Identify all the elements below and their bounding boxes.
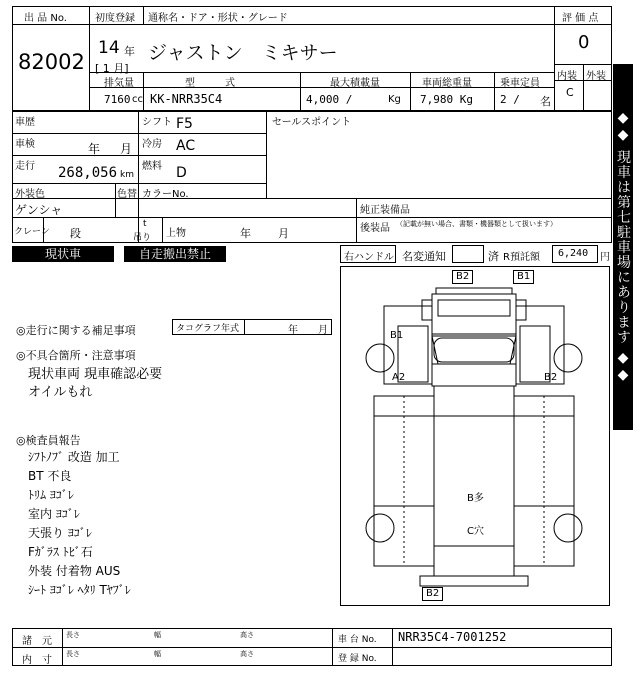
sales-points-label: セールスポイント: [272, 117, 352, 128]
retrofit-label: 後装品: [360, 223, 390, 234]
damage-mark: B1: [390, 330, 404, 341]
crane-label: クレーン: [14, 227, 50, 237]
length-label: 長さ: [66, 650, 80, 658]
gvw-value: 7,980 Kg: [420, 93, 473, 106]
height-label: 高さ: [240, 631, 254, 639]
equipment-label: 純正装備品: [360, 205, 410, 216]
year-value: 14: [98, 38, 120, 58]
year-unit: 年: [124, 45, 135, 58]
tacho-month: 月: [318, 325, 328, 336]
driving-remarks-label: ◎走行に関する補足事項: [16, 324, 136, 337]
seats-value: 2 /: [500, 93, 520, 106]
history-label: 車歴: [15, 117, 35, 128]
tax-amount: 6,240: [558, 248, 589, 259]
defect-line: オイルもれ: [28, 385, 93, 400]
first-reg-label: 初度登録: [95, 13, 135, 24]
inspection-label: 車検: [15, 139, 35, 150]
seats-unit: 名: [540, 95, 551, 108]
inspector-line: Fｶﾞﾗｽ ﾄﾋﾞ石: [28, 545, 93, 559]
tax-label: 済: [488, 250, 499, 263]
displacement-label: 排気量: [104, 78, 134, 89]
capacity-label: 最大積載量: [330, 78, 380, 89]
inspector-line: 室内 ﾖｺﾞﾚ: [28, 507, 80, 521]
retrofit-note: （記載が無い場合、書類・機器類として扱います）: [396, 220, 557, 228]
tacho-label: タコグラフ年式: [176, 324, 240, 334]
inspection-month: 月: [120, 142, 133, 156]
inspector-line: ｼｰﾄ ﾖｺﾞﾚ ﾍﾀﾘ Tﾔﾌﾞﾚ: [28, 583, 131, 597]
width-label: 幅: [154, 650, 161, 658]
naisun-label: 内 寸: [22, 655, 52, 666]
damage-mark: A2: [392, 372, 406, 383]
fuel-value: D: [176, 165, 187, 181]
status-banner-genjou: 現状車: [12, 246, 114, 262]
fuel-label: 燃料: [142, 161, 162, 172]
crane-t: t: [143, 219, 147, 229]
damage-mark: B2: [544, 372, 558, 383]
inspector-label: ◎検査員報告: [16, 434, 81, 447]
jouso-year: 年: [240, 227, 251, 240]
model-value: KK-NRR35C4: [150, 92, 223, 106]
crane-tsuri: 吊り: [133, 233, 152, 243]
car-name: ジャストン ミキサー: [148, 42, 338, 64]
mileage-unit: km: [120, 170, 134, 180]
inspector-line: 外装 付着物 AUS: [28, 564, 121, 578]
truck-diagram: [340, 266, 610, 606]
registration-label: 登 録 No.: [338, 654, 377, 664]
inspection-year: 年: [88, 142, 101, 156]
inspector-line: 天張り ﾖｺﾞﾚ: [28, 526, 92, 540]
height-label: 高さ: [240, 650, 254, 658]
damage-mark: B多: [467, 493, 484, 504]
name-change-label: 名変通知: [402, 250, 446, 263]
color-label: 外装色: [15, 189, 45, 200]
shoyuu-label: 諸 元: [22, 636, 52, 647]
color-change-label: 色替: [117, 189, 137, 200]
ac-value: AC: [176, 138, 196, 154]
length-label: 長さ: [66, 631, 80, 639]
status-banner-jisou: 自走搬出禁止: [124, 246, 226, 262]
chassis-value: NRR35C4-7001252: [398, 630, 507, 644]
lot-no: 82002: [18, 50, 85, 74]
inspector-line: BT 不良: [28, 469, 72, 483]
jouso-month: 月: [278, 227, 289, 240]
exterior-label: 外装: [586, 71, 606, 82]
mileage-label: 走行: [15, 161, 35, 172]
displacement-unit: cc: [132, 94, 143, 105]
steering-value: 右ハンドル: [344, 252, 394, 263]
shift-label: シフト: [142, 117, 172, 128]
damage-mark: C穴: [467, 526, 484, 537]
crane-dan: 段: [70, 227, 81, 240]
color-value: ゲンシャ: [15, 203, 63, 217]
damage-mark: B2: [452, 270, 473, 284]
interior-grade: C: [566, 86, 574, 99]
width-label: 幅: [154, 631, 161, 639]
rating-value: 0: [578, 32, 590, 53]
lot-no-label: 出 品 No.: [24, 13, 67, 24]
chassis-label: 車 台 No.: [338, 635, 377, 645]
model-label: 型 式: [185, 78, 235, 89]
rating-label: 評 価 点: [562, 13, 599, 24]
capacity-unit: Kg: [388, 94, 401, 105]
parking-notice-sidebar: ◆◆ 現車は第七駐車場にあります ◆◆: [613, 64, 633, 430]
gvw-label: 車両総重量: [422, 78, 472, 89]
seats-label: 乗車定員: [500, 78, 540, 89]
tax-unit: 円: [600, 252, 610, 263]
defect-line: 現状車両 現車確認必要: [28, 367, 163, 382]
inspector-line: ﾄﾘﾑ ﾖｺﾞﾚ: [28, 488, 74, 502]
ac-label: 冷房: [142, 139, 162, 150]
month-value: [ 1 月]: [95, 62, 129, 75]
inspector-line: ｼﾌﾄﾉﾌﾞ 改造 加工: [28, 450, 120, 464]
shift-value: F5: [176, 116, 193, 132]
name-label: 通称名・ドア・形状・グレード: [148, 13, 288, 24]
jouso-label: 上物: [166, 228, 186, 239]
tacho-year: 年: [288, 325, 298, 336]
mileage-value: 268,056: [58, 165, 118, 181]
name-change-field: [452, 245, 484, 263]
capacity-value: 4,000 /: [306, 93, 353, 106]
interior-label: 内装: [557, 71, 577, 82]
tax-r-label: R預託額: [503, 252, 540, 263]
defects-label: ◎不具合箇所・注意事項: [16, 349, 136, 362]
displacement-value: 7160: [104, 93, 131, 106]
color-no-label: カラーNo.: [142, 189, 189, 200]
damage-mark: B1: [513, 270, 534, 284]
damage-mark: B2: [422, 587, 443, 601]
